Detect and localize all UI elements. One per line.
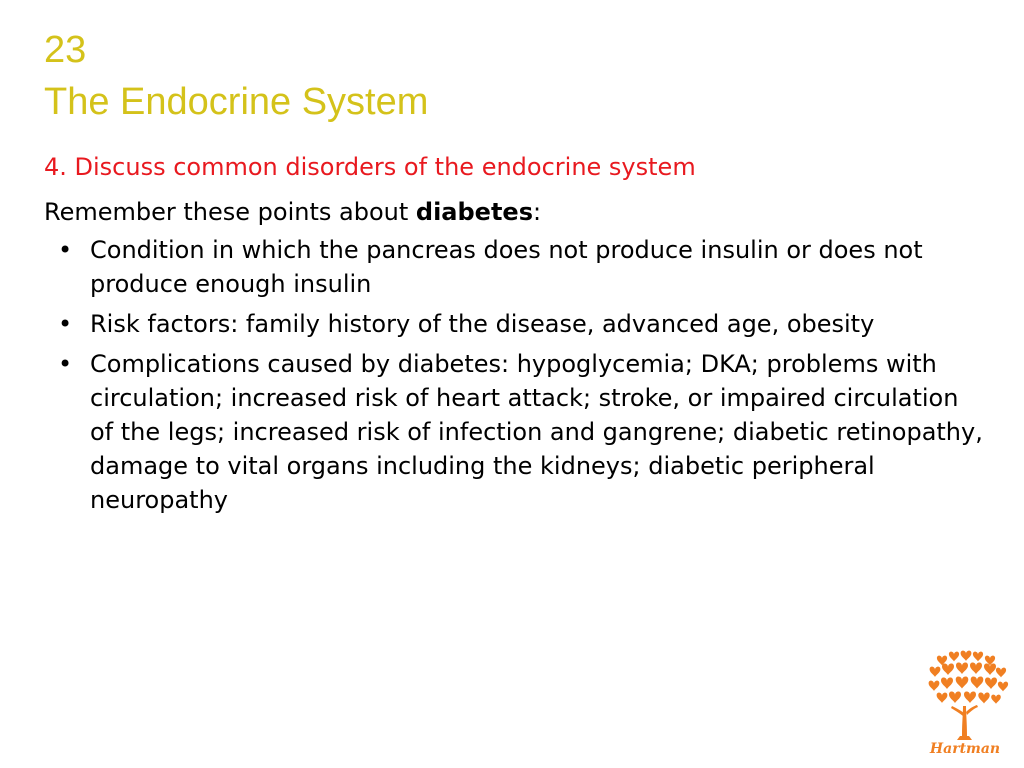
intro-suffix: : [532, 198, 542, 226]
intro-prefix: Remember these points about [44, 198, 416, 226]
bullet-item [44, 307, 984, 341]
chapter-number: 23 [44, 29, 87, 71]
logo-wordmark: Hartman [929, 741, 1001, 757]
bullet-text: Complications caused by diabetes: hypoglycemia; DKA; problems with circulation; increased risk of heart attack; stroke, or impaired circulation of the legs; increased risk of infection and gangrene; diabetic retinopathy, damage to vital organs including the kidneys; diabetic peripheral neuropathy [90, 350, 983, 514]
intro-emphasis: diabetes [415, 198, 533, 226]
learning-objective: 4. Discuss common disorders of the endocrine system [44, 153, 696, 181]
bullet-icon: • [58, 350, 73, 378]
bullet-icon: • [58, 236, 73, 264]
bullet-item [44, 233, 984, 301]
bullet-icon: • [58, 310, 73, 338]
intro-line [44, 195, 984, 229]
bullet-text: Risk factors: family history of the disease, advanced age, obesity [90, 310, 875, 338]
bullet-text: Condition in which the pancreas does not produce insulin or does not produce enough insulin [90, 236, 923, 298]
chapter-title: The Endocrine System [44, 81, 429, 123]
slide-body [44, 195, 984, 523]
heart-tree-icon [920, 650, 1010, 758]
hartman-logo [920, 650, 1010, 758]
bullet-list [44, 233, 984, 517]
bullet-item [44, 347, 984, 517]
